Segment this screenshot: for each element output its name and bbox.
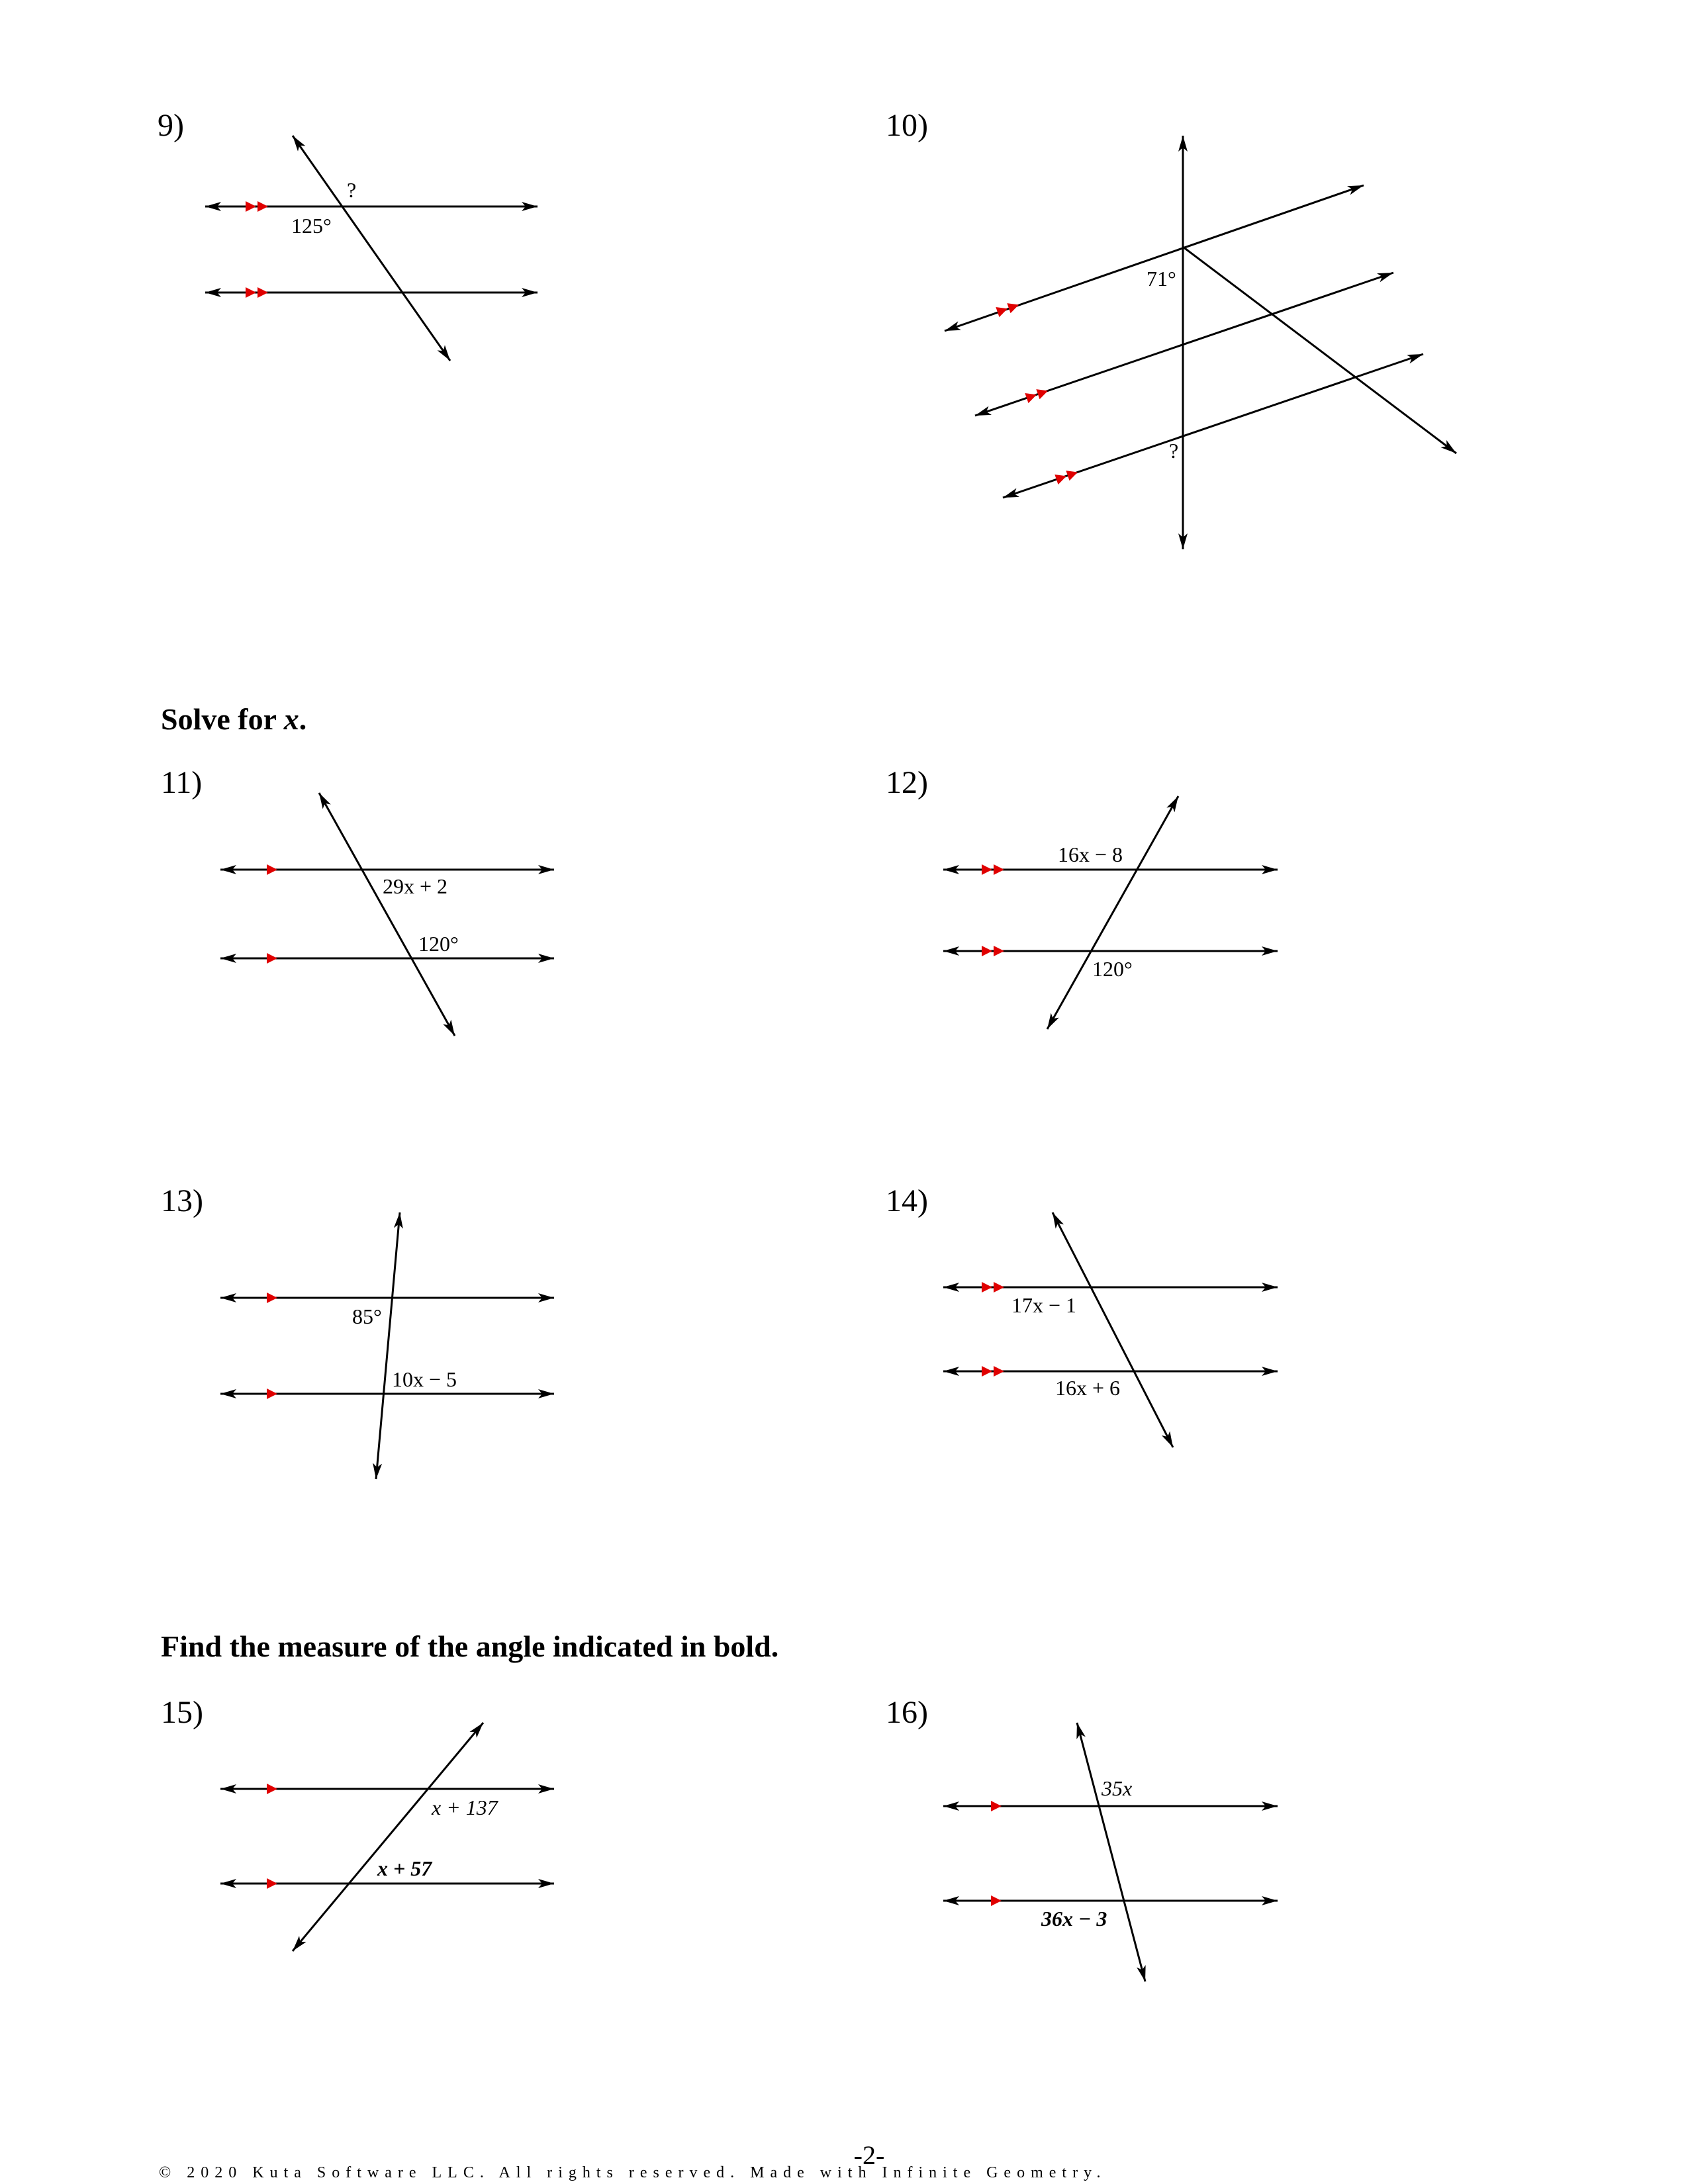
angle-label: 10x − 5 [392, 1367, 457, 1391]
problem-12 [886, 765, 1278, 1029]
section-heading-bold-angle: Find the measure of the angle indicated in bold. [161, 1629, 779, 1663]
parallel-tick-mark [267, 953, 277, 964]
parallel-tick-mark [267, 1293, 277, 1303]
problem-number: 16) [886, 1695, 928, 1730]
angle-label: 16x − 8 [1058, 842, 1123, 866]
parallel-tick-mark [991, 1801, 1002, 1811]
problem-number: 9) [158, 108, 184, 143]
angle-label: 35x [1102, 1776, 1133, 1800]
section-heading-solve: Solve for x. [161, 702, 307, 736]
parallel-tick-mark [267, 1388, 277, 1399]
angle-label: x + 137 [432, 1796, 498, 1819]
parallel-tick-mark [991, 1895, 1002, 1906]
problem-number: 14) [886, 1183, 928, 1218]
parallel-tick-mark [267, 1784, 277, 1794]
angle-label: ? [1169, 439, 1179, 463]
problem-10 [886, 108, 1456, 549]
transversal [293, 136, 450, 361]
problem-number: 10) [886, 108, 928, 143]
problem-number: 15) [161, 1695, 203, 1730]
problem-number: 12) [886, 765, 928, 800]
transversal [1053, 1212, 1173, 1447]
problem-15 [161, 1695, 554, 1951]
angle-label-bold: x + 57 [377, 1856, 432, 1880]
angle-label: ? [347, 178, 357, 202]
parallel-tick-mark [267, 1878, 277, 1889]
parallel-line [945, 185, 1364, 331]
transversal [376, 1212, 400, 1479]
footer-copyright: © 2020 Kuta Software LLC. All rights reserved. Made with Infinite Geometry. [159, 2164, 1107, 2181]
problem-number: 11) [161, 765, 203, 800]
parallel-tick-mark [267, 864, 277, 875]
problem-number: 13) [161, 1183, 203, 1218]
angle-label: 120° [1092, 957, 1133, 981]
angle-label: 17x − 1 [1011, 1293, 1077, 1317]
angle-label: 85° [352, 1304, 382, 1328]
page-number: -2- [853, 2140, 885, 2170]
transversal [319, 793, 455, 1036]
angle-label: 29x + 2 [383, 874, 448, 898]
angle-label: 125° [291, 214, 332, 238]
parallel-line [975, 273, 1393, 416]
transversal [1047, 796, 1178, 1029]
angle-label: 120° [418, 932, 459, 956]
transversal [293, 1723, 483, 1951]
problem-13 [161, 1183, 554, 1479]
transversal [1077, 1723, 1145, 1981]
problem-16 [886, 1695, 1278, 1981]
problem-14 [886, 1183, 1278, 1447]
problem-11 [161, 765, 554, 1036]
angle-label-bold: 36x − 3 [1041, 1907, 1107, 1931]
angle-label: 71° [1147, 267, 1176, 291]
angle-label: 16x + 6 [1055, 1376, 1121, 1400]
problem-9 [158, 108, 538, 361]
